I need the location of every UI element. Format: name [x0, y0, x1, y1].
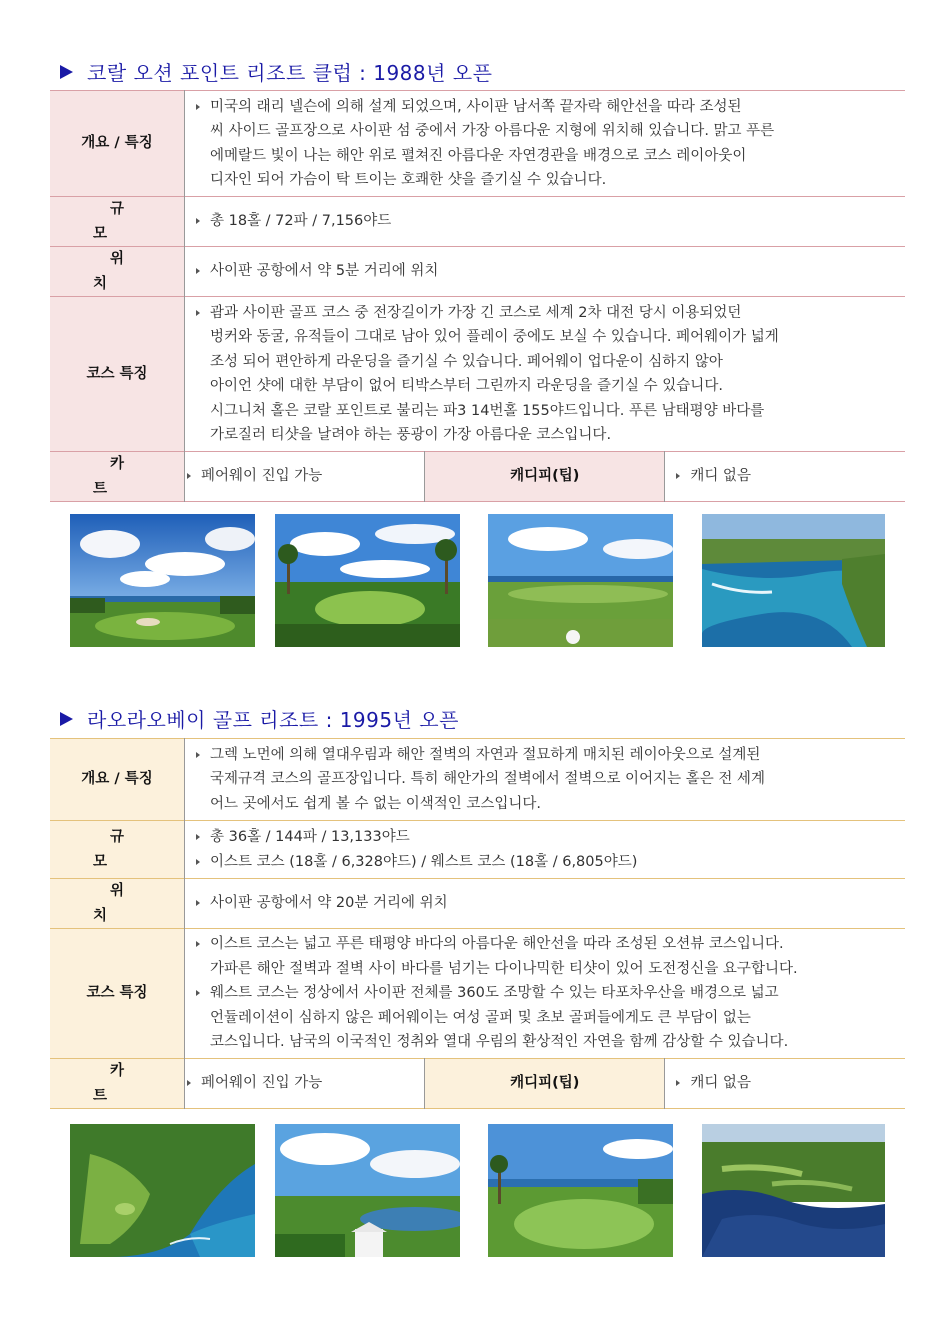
location-text: 사이판 공항에서 약 20분 거리에 위치: [194, 891, 895, 916]
row-cart: [50, 452, 905, 502]
course-line: 조성 되어 편안하게 라운딩을 즐기실 수 있습니다. 페어웨이 업다운이 심하지 않아: [210, 353, 723, 370]
overview-line: 씨 사이드 골프장으로 사이판 섬 중에서 가장 아름다운 지형에 위치해 있습니다. 맑고 푸른: [210, 123, 775, 139]
scale-line: 이스트 코스 (18홀 / 6,328야드) / 웨스트 코스 (18홀 / 6,805야드): [194, 850, 895, 875]
course-line: 이스트 코스는 넓고 푸른 태평양 바다의 아름다운 해안선을 따라 조성된 오션뷰 코스입니다.: [194, 932, 895, 957]
pond-gazebo-course-photo: [275, 1124, 460, 1257]
location-content: [185, 247, 906, 297]
caddie-content: [665, 452, 905, 502]
label-course: 코스 특징: [50, 297, 185, 452]
course-line: 언듈레이션이 심하지 않은 페어웨이는 여성 골퍼 및 초보 골퍼들에게도 큰 부담이 없는: [210, 1009, 751, 1026]
scale-content: [185, 197, 906, 247]
cart-content: [185, 452, 425, 502]
label-cart: 카 트: [50, 452, 185, 502]
label-location: 위 치: [50, 879, 185, 929]
coral-ocean-info-table: [50, 90, 905, 502]
cart-text: 페어웨이 진입 가능: [185, 464, 424, 489]
overview-line: 미국의 래리 넬슨에 의해 설계 되었으며, 사이판 남서쪽 끝자락 해안선을 따라 조성된: [194, 95, 895, 120]
scale-text: 총 18홀 / 72파 / 7,156야드: [194, 209, 895, 234]
section-1-title: 코랄 오션 포인트 리조트 클럽 : 1988년 오픈: [60, 57, 492, 86]
course-line: 아이언 샷에 대한 부담이 없어 티박스부터 그린까지 라운딩을 즐기실 수 있습니다.: [210, 378, 723, 394]
label-overview: 개요 / 특징: [50, 739, 185, 821]
row-overview: [50, 739, 905, 821]
triangle-bullet-icon: [60, 65, 73, 79]
fairway-sea-view-photo: [488, 1124, 673, 1257]
overview-line: 어느 곳에서도 쉽게 볼 수 없는 이색적인 코스입니다.: [210, 795, 542, 812]
overview-line: 디자인 되어 가슴이 탁 트이는 호쾌한 샷을 즐기실 수 있습니다.: [210, 172, 607, 188]
label-scale: 규 모: [50, 821, 185, 879]
overview-line: 그렉 노먼에 의해 열대우림과 해안 절벽의 자연과 절묘하게 매치된 레이아웃으로 설계된: [194, 743, 895, 768]
caddie-text: 캐디 없음: [674, 464, 895, 489]
label-course: 코스 특징: [50, 929, 185, 1059]
label-caddie: 캐디피(팁): [425, 1059, 665, 1109]
golf-course-sea-clouds-photo: [70, 514, 255, 647]
coastal-reef-course-photo: [702, 514, 887, 647]
label-overview: 개요 / 특징: [50, 91, 185, 197]
section-2-title: 라오라오베이 골프 리조트 : 1995년 오픈: [60, 704, 459, 733]
row-scale: [50, 821, 905, 879]
golf-green-palms-photo: [275, 514, 460, 647]
label-caddie: 캐디피(팁): [425, 452, 665, 502]
cart-text: 페어웨이 진입 가능: [185, 1071, 424, 1096]
cart-content: [185, 1059, 425, 1109]
course-content: [185, 297, 906, 452]
triangle-bullet-icon: [60, 712, 73, 726]
laolao-bay-info-table: [50, 738, 905, 1109]
cliff-aerial-course-photo: [70, 1124, 255, 1257]
location-content: [185, 879, 906, 929]
course-line: 웨스트 코스는 정상에서 사이판 전체를 360도 조망할 수 있는 타포차우산을 배경으로 넓고: [194, 981, 895, 1006]
row-course: [50, 929, 905, 1059]
row-course: [50, 297, 905, 452]
label-cart: 카 트: [50, 1059, 185, 1109]
label-location: 위 치: [50, 247, 185, 297]
row-location: [50, 879, 905, 929]
overview-content: [185, 91, 906, 197]
scale-line: 총 36홀 / 144파 / 13,133야드: [194, 825, 895, 850]
course-content: [185, 929, 906, 1059]
label-scale: 규 모: [50, 197, 185, 247]
golf-tee-ball-photo: [488, 514, 673, 647]
row-location: [50, 247, 905, 297]
caddie-content: [665, 1059, 905, 1109]
scale-content: [185, 821, 906, 879]
course-line: 벙커와 동굴, 유적들이 그대로 남아 있어 플레이 중에도 보실 수 있습니다. 페어웨이가 넓게: [210, 329, 779, 345]
row-overview: [50, 91, 905, 197]
course-line: 괌과 사이판 골프 코스 중 전장길이가 가장 긴 코스로 세계 2차 대전 당시 이용되었던: [194, 301, 895, 326]
course-line: 시그니처 홀은 코랄 포인트로 불리는 파3 14번홀 155야드입니다. 푸른 남태평양 바다를: [210, 402, 765, 419]
overview-line: 국제규격 코스의 골프장입니다. 특히 해안가의 절벽에서 절벽으로 이어지는 홀은 전 세계: [210, 771, 765, 788]
course-line: 가파른 해안 절벽과 절벽 사이 바다를 넘기는 다이나믹한 티샷이 있어 도전정신을 요구합니다.: [210, 960, 798, 977]
overview-content: [185, 739, 906, 821]
row-scale: [50, 197, 905, 247]
caddie-text: 캐디 없음: [674, 1071, 895, 1096]
overview-line: 에메랄드 빛이 나는 해안 위로 펼쳐진 아름다운 자연경관을 배경으로 코스 레이아웃이: [210, 147, 747, 164]
row-cart: [50, 1059, 905, 1109]
coastline-aerial-course-photo: [702, 1124, 887, 1257]
course-line: 코스입니다. 남국의 이국적인 정취와 열대 우림의 환상적인 자연을 함께 감상할 수 있습니다.: [210, 1034, 789, 1051]
course-line: 가로질러 티샷을 날려야 하는 풍광이 가장 아름다운 코스입니다.: [210, 427, 612, 443]
location-text: 사이판 공항에서 약 5분 거리에 위치: [194, 259, 895, 284]
